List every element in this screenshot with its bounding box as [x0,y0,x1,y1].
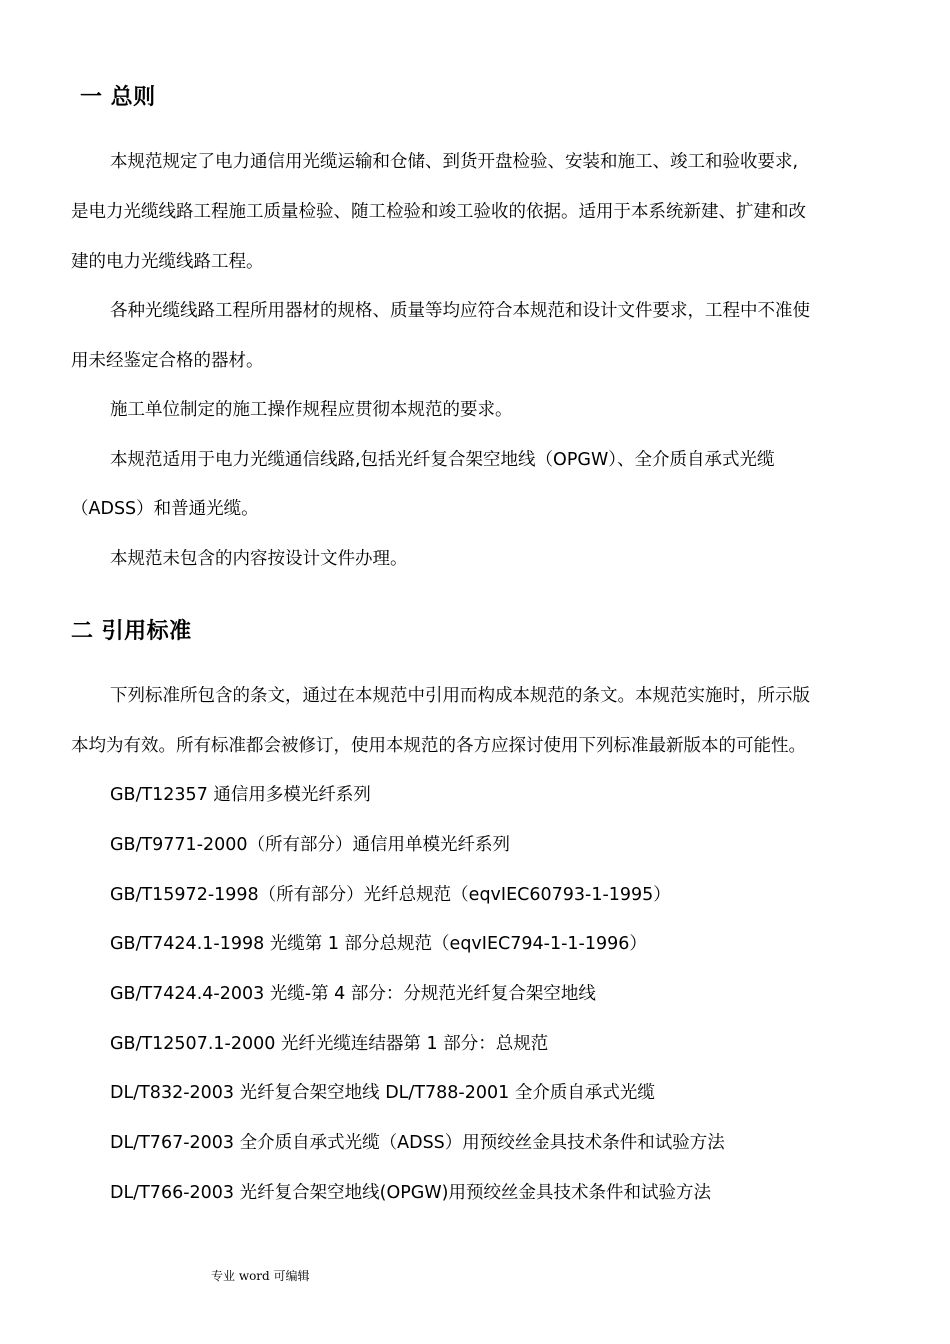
paragraph-line: 是电力光缆线路工程施工质量检验、随工检验和竣工验收的依据。适用于本系统新建、扩建和改 [71,202,806,222]
paragraph-line: 本规范未包含的内容按设计文件办理。 [110,549,408,569]
paragraph-line: 用未经鉴定合格的器材。 [71,351,264,371]
standard-item: GB/T12357 通信用多模光纤系列 [110,785,371,805]
paragraph-line: 各种光缆线路工程所用器材的规格、质量等均应符合本规范和设计文件要求，工程中不准使 [110,301,810,321]
paragraph-line: 本规范适用于电力光缆通信线路,包括光纤复合架空地线（OPGW）、全介质自承式光缆 [110,450,775,470]
standard-item: DL/T766-2003 光纤复合架空地线(OPGW)用预绞丝金具技术条件和试验方法 [110,1183,711,1203]
standard-item: GB/T12507.1-2000 光纤光缆连结器第 1 部分：总规范 [110,1034,549,1054]
paragraph-line: 下列标准所包含的条文，通过在本规范中引用而构成本规范的条文。本规范实施时，所示版 [110,686,810,706]
standard-item: DL/T767-2003 全介质自承式光缆（ADSS）用预绞丝金具技术条件和试验方法 [110,1133,725,1153]
standard-item: DL/T832-2003 光纤复合架空地线 DL/T788-2001 全介质自承式光缆 [110,1083,655,1103]
page-footer: 专业 word 可编辑 [211,1269,310,1283]
standard-item: GB/T7424.1-1998 光缆第 1 部分总规范（eqvIEC794-1-1-1996） [110,934,647,954]
paragraph-line: 建的电力光缆线路工程。 [71,252,264,272]
standard-item: GB/T15972-1998（所有部分）光纤总规范（eqvIEC60793-1-1995） [110,885,671,905]
paragraph-line: 本规范规定了电力通信用光缆运输和仓储、到货开盘检验、安装和施工、竣工和验收要求, [110,152,799,172]
paragraph-line: 本均为有效。所有标准都会被修订，使用本规范的各方应探讨使用下列标准最新版本的可能性。 [71,736,806,756]
section-1-heading: 一 总则 [80,85,156,110]
standard-item: GB/T9771-2000（所有部分）通信用单模光纤系列 [110,835,511,855]
paragraph-line: （ADSS）和普通光缆。 [71,499,259,519]
standard-item: GB/T7424.4-2003 光缆-第 4 部分：分规范光纤复合架空地线 [110,984,596,1004]
paragraph-line: 施工单位制定的施工操作规程应贯彻本规范的要求。 [110,400,513,420]
section-2-heading: 二 引用标准 [71,619,192,644]
